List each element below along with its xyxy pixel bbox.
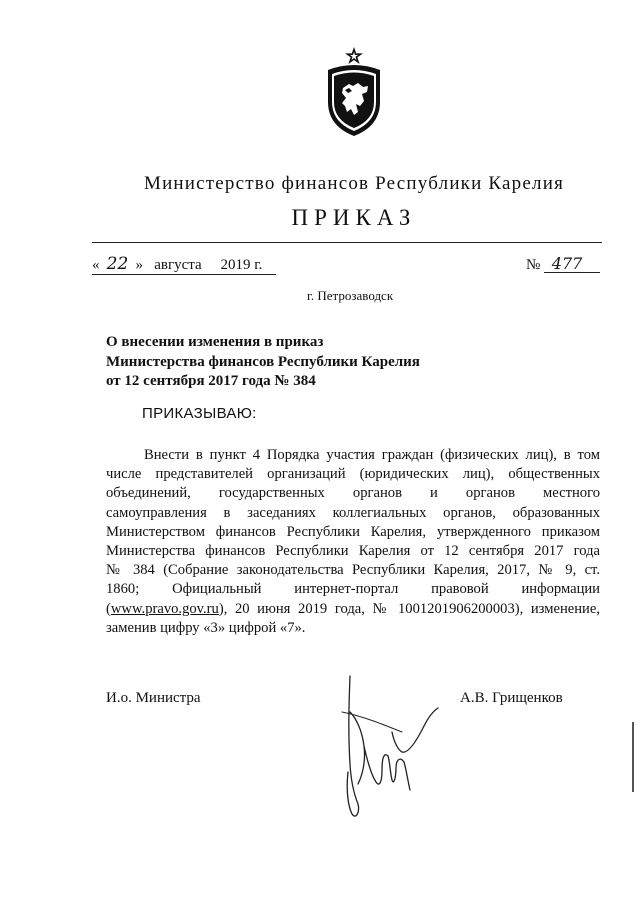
document-type-title: ПРИКАЗ [291, 205, 417, 230]
body-line [106, 600, 600, 619]
pravo-portal-link[interactable]: www.pravo.gov.ru [110, 600, 219, 617]
body-line: объединений, государственных органов и органов местного [106, 485, 600, 502]
date-open-quote: « [92, 257, 100, 273]
date-month: августа [154, 257, 202, 273]
order-body [106, 446, 600, 638]
date-close-quote: » [135, 257, 143, 273]
body-line-paren: ( [106, 600, 111, 617]
header-rule [92, 242, 602, 243]
city-name: г. Петрозаводск [307, 288, 394, 303]
body-line: Министерства финансов Республики Карелия от 12 сентября 2017 года [106, 542, 600, 559]
date-underline [92, 274, 276, 275]
subject-line: Министерства финансов Республики Карелия [106, 353, 420, 370]
subject-line: О внесении изменения в приказ [106, 334, 324, 350]
number-label: № [526, 257, 541, 273]
body-line: самоуправления в заседаниях коллегиальных органов, образованных [106, 504, 600, 521]
order-subject [106, 333, 420, 392]
body-line: Внести в пункт 4 Порядка участия граждан (физических лиц), в том [144, 447, 600, 463]
number-value: 477 [551, 254, 583, 273]
body-line-rest: ), 20 июня 2019 года, № 1001201906200003), изменение, [218, 600, 600, 617]
handwritten-signature [332, 672, 452, 842]
signatory-role: И.о. Министра [106, 690, 201, 706]
subject-line: от 12 сентября 2017 года № 384 [106, 373, 316, 389]
document-number [526, 254, 590, 274]
number-underline [544, 272, 600, 273]
scan-edge-mark [632, 722, 634, 792]
order-directive: ПРИКАЗЫВАЮ: [142, 405, 257, 422]
coat-of-arms-icon [322, 46, 386, 138]
body-line: 1860; Официальный интернет-портал правовой информации [106, 581, 600, 598]
body-line: Министерством финансов Республики Карелия, утвержденного приказом [106, 523, 600, 540]
body-line: числе представителей организаций (юридических лиц), общественных [106, 466, 600, 483]
ministry-name: Министерство финансов Республики Карелия [143, 173, 565, 194]
date-day: 22 [106, 254, 129, 274]
body-line: заменив цифру «3» цифрой «7». [106, 619, 306, 636]
signatory-name: А.В. Грищенков [460, 690, 563, 706]
document-date [92, 254, 262, 274]
body-line: № 384 (Собрание законодательства Республики Карелия, 2017, № 9, ст. [106, 562, 600, 579]
date-year: 2019 г. [220, 257, 263, 273]
